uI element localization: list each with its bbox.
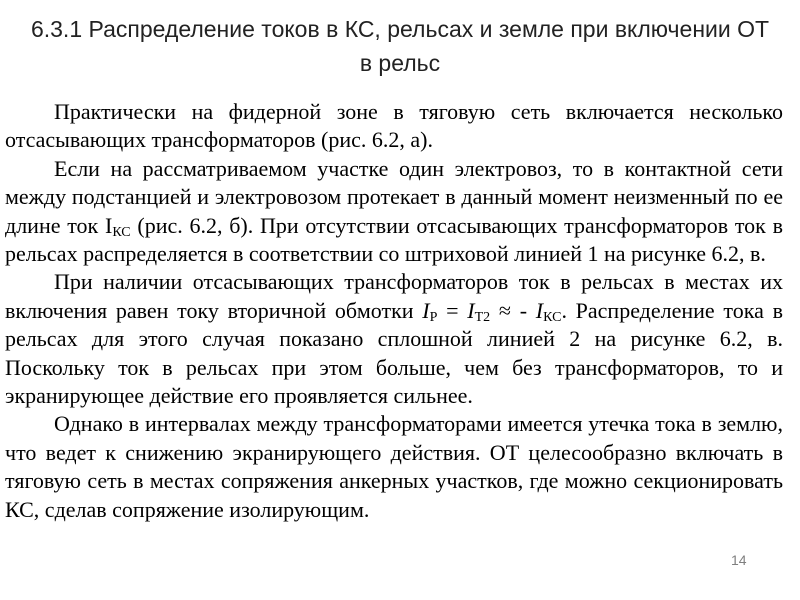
paragraph-3 (5, 268, 783, 410)
paragraph-2-text-a: Если на рассматриваемом участке один электровоз, то в контактной сети между подстанцией и электровозом протекает в данный момент неизменный по ее длине ток I (5, 155, 783, 238)
paragraph-3-text-a: При наличии отсасывающих трансформаторов ток в рельсах в местах их включения равен току вторичной обмотки (5, 269, 783, 323)
paragraph-2 (5, 155, 783, 269)
title-line-2: в рельс (359, 50, 441, 76)
paragraph-1: Практически на фидерной зоне в тяговую сеть включается несколько отсасывающих трансформаторов (рис. 6.2, а). (5, 99, 783, 153)
formula-equals: = (437, 297, 468, 323)
title-line-1: 6.3.1 Распределение токов в КС, рельсах и земле при включении ОТ (30, 16, 770, 42)
formula-approx: ≈ - (490, 297, 536, 323)
page-title (0, 12, 800, 80)
formula-i-ks: I (535, 297, 544, 323)
formula-sub-t2: Т2 (474, 309, 491, 325)
body-text (5, 98, 783, 524)
page-number: 14 (731, 552, 747, 568)
paragraph-3-text-b: . Распределение тока в рельсах для этого случая показано сплошной линией 2 на рисунке 6.2, в. Поскольку ток в рельсах при этом больше, чем без трансформаторов, то и экранирующее действие его проявляется сильнее. (5, 297, 783, 409)
subscript-ks: КС (112, 224, 131, 240)
paragraph-4: Однако в интервалах между трансформаторами имеется утечка тока в землю, что ведет к снижению экранирующего действия. ОТ целесообразно включать в тяговую сеть в местах сопряжения анкерных участков, где можно секционировать КС, сделав сопряжение изолирующим. (5, 411, 783, 522)
formula (422, 298, 561, 323)
formula-sub-ks: КС (543, 309, 562, 325)
formula-i-t2: I (467, 297, 475, 323)
formula-i-r: I (422, 297, 430, 323)
paragraph-2-text-b: (рис. 6.2, б). При отсутствии отсасывающих трансформаторов ток в рельсах распределяется в соответствии со штриховой линией 1 на рисунке 6.2, в. (5, 212, 784, 267)
formula-sub-r: Р (429, 309, 438, 325)
